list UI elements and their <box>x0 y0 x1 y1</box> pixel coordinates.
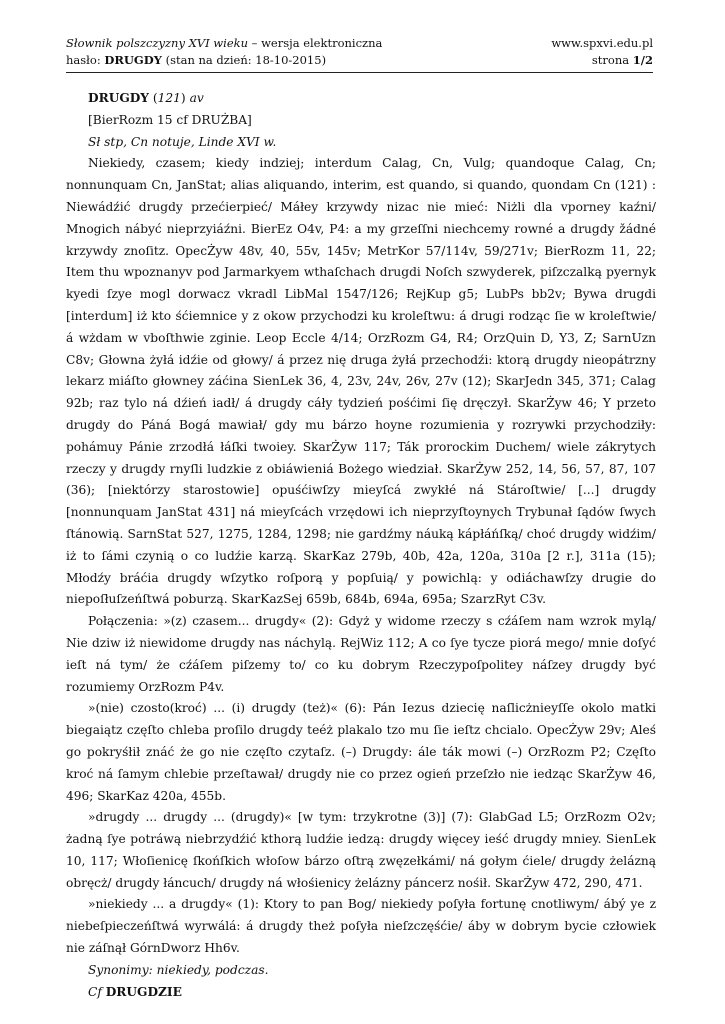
dictionary-edition: – wersja elektroniczna <box>248 36 383 50</box>
collocation-paragraph-1: »(nie) czosto(kroć) ... (i) drugdy (też)« (6): Pán Iezus dziecię naſlicżnieyſſe okolo matki biegaiątz częſto chleba proſilo drugdy teéż plakalo tzo mu ſie ieſtz chcialo. OpecŻyw 29v; Aleś go pokryśłił znáć że go nie częſto czytaſz. (–) Drugdy: ále ták mowi (–) OrzRozm P2; Częſto kroć ná ſamym chlebie przeſtawał/ drugdy nie co przez ogień przeſzło nie iedząc SkarŻyw 46, 496; SkarKaz 420a, 455b. <box>66 701 656 803</box>
etymology-line: [BierRozm 15 cf DRUŻBA] <box>88 112 252 127</box>
entry-word: DRUGDY <box>104 53 162 67</box>
connections-paragraph: Połączenia: »(z) czasem... drugdy« (2): Gdyż y widome rzeczy s cźáſem nam wzrok mylą/ Nie dziw iż niewidome drugdy nas náchylą. RejWiz 112; A co ſye tycze piorá mego/ mnie doſyć ieſt ná tym/ że cźáſem piſzemy to/ co ku dobrym Rzeczypoſpolitey náſzey drugdy być rozumiemy OrzRozm P4v. <box>66 614 656 694</box>
synonyms-text: : niekiedy, podczas. <box>148 962 269 977</box>
headword-count: 121 <box>157 91 181 105</box>
page-number <box>433 52 653 69</box>
entry-heading: DRUGDY (121) av <box>88 91 204 105</box>
synonyms-label: Synonimy <box>88 962 149 977</box>
header-dictionary-line <box>66 35 486 52</box>
header-divider <box>66 72 653 73</box>
header-left <box>66 35 486 69</box>
collocation-paragraph-2: »drugdy ... drugdy ... (drugdy)« [w tym: trzykrotne (3)] (7): GlabGad L5; OrzRozm O2v; żadną ſye potráwą niebrzydźić kthorą ludźie iedzą: drugdy więcey ieść drugdy mniey. SienLek 10, 117; Włoſienicę ſkońſkich włoſow bárzo oſtrą zwęzełkámi/ ná gołym ćiele/ drugdy żelázną obręcż/ drugdy łáncuch/ drugdy ná włośienicy żelázny páncerz nośił. SkarŻyw 472, 290, 471. <box>66 810 656 890</box>
synonyms-line <box>66 960 656 982</box>
cf-label: Cf <box>88 984 102 999</box>
part-of-speech: av <box>189 91 204 105</box>
page-current: 1 <box>632 53 641 67</box>
entry-content <box>66 88 656 1003</box>
entry-label: hasło: <box>66 53 105 67</box>
entry-date: (stan na dzień: 18-10-2015) <box>161 53 327 67</box>
dictionary-notes: Sł stp, Cn notuje, Linde XVI w. <box>88 134 277 149</box>
cross-reference-line <box>66 982 656 1004</box>
site-url[interactable]: www.spxvi.edu.pl <box>551 36 653 50</box>
header-right <box>433 35 653 69</box>
header-entry-line <box>66 52 486 69</box>
collocation-paragraph-3: »niekiedy ... a drugdy« (1): Ktory to pan Bog/ niekiedy poſyła fortunę cnotliwym/ ábý ye z niebeſpieczeńſtwá wyrwálá: á drugdy theż poſyła nieſzczęśćie/ áby w dobrym bycie człowiek nie záſnął GórnDworz Hh6v. <box>66 897 656 956</box>
page-label: strona <box>591 53 633 67</box>
headword: DRUGDY <box>88 91 150 105</box>
cf-word[interactable]: DRUGDZIE <box>105 984 182 999</box>
dictionary-title: Słownik polszczyzny XVI wieku <box>66 36 249 50</box>
page-total: /2 <box>640 53 653 67</box>
definition-paragraph: Niekiedy, czasem; kiedy indziej; interdum Calag, Cn, Vulg; quandoque Calag, Cn; nonnunquam Cn, JanStat; alias aliquando, interim, est quando, si quando, quondam Cn (121) : Niewádźić drugdy przećierpieć/ Máłey krzywdy nizac nie mieć: Niżli dla vporney kaźni/ Mnogich nábyć nieprzyiáźni. BierEz O4v, P4: a my grzeſſni niechcemy rowné a drugdy žádné krzywdy znoſitz. OpecŻyw 48v, 40, 55v, 145v; MetrKor 57/114v, 59/271v; BierRozm 11, 22; Item thu wpoznanyv pod Jarmarkyem wthaſchach drugdi Noſch szwyderek, piſzczalką pyernyk kyedi ſzye mogl dorwacz vkradl LibMal 1547/126; RejKup g5; LubPs bb2v; Bywa drugdi [interdum] iż kto śćiemnice y z okow przychodzi ku kroleſtwu: á drugi rodząc ſie w kroleſtwie/ á wżdam w vboſthwie zginie. Leop Eccle 4/14; OrzRozm G4, R4; OrzQuin D, Y3, Z; SarnUzn C8v; Głowna żyłá idźie od głowy/ á przez nię druga żyłá przechodźi: ktorą drugdy nieopátrzny lekarz miáſto głowney záćina SienLek 36, 4, 23v, 24v, 26v, 27v (12); SkarJedn 345, 371; Calag 92b; raz tylo ná dźień iadł/ á drugdy cáły tydzień pośćimi ſię dręczył. SkarŻyw 46; Y przeto drugdy do Páná Bogá mawiał/ gdy mu bárzo hoyne rozumienia y rozrywki przychodziły: pohámuy Pánie zrzodłá łáſki twoiey. SkarŻyw 117; Ták prorockim Duchem/ wiele zákrytych rzeczy y drugdy rnyſli ludzkie z obiáwieniá Bożego wiedział. SkarŻyw 252, 14, 56, 57, 87, 107 (36); [niektórzy starostowie] opuśćiwſzy mieyſcá zwykłé ná Stároſtwie/ [...] drugdy [nonnunquam JanStat 431] ná mieyſcách vrzędowi ich nieprzyſtoynych Trybunał ſądów ſwych ſtánowią. SarnStat 527, 1275, 1284, 1298; nie gardźmy náuką kápłáńſką/ choć drugdy widźim/ iż to ſámi czynią o co ludźie karzą. SkarKaz 279b, 40b, 42a, 120a, 310a [2 r.], 311a (15); Młodźy bráćia drugdy wſzytko roſporą y popſuią/ y powichlą: y odiáchawſzy drugie do niepoſłuſzeńſtwá poburzą. SkarKazSej 659b, 684b, 694a, 695a; SzarzRyt C3v. <box>66 156 656 607</box>
